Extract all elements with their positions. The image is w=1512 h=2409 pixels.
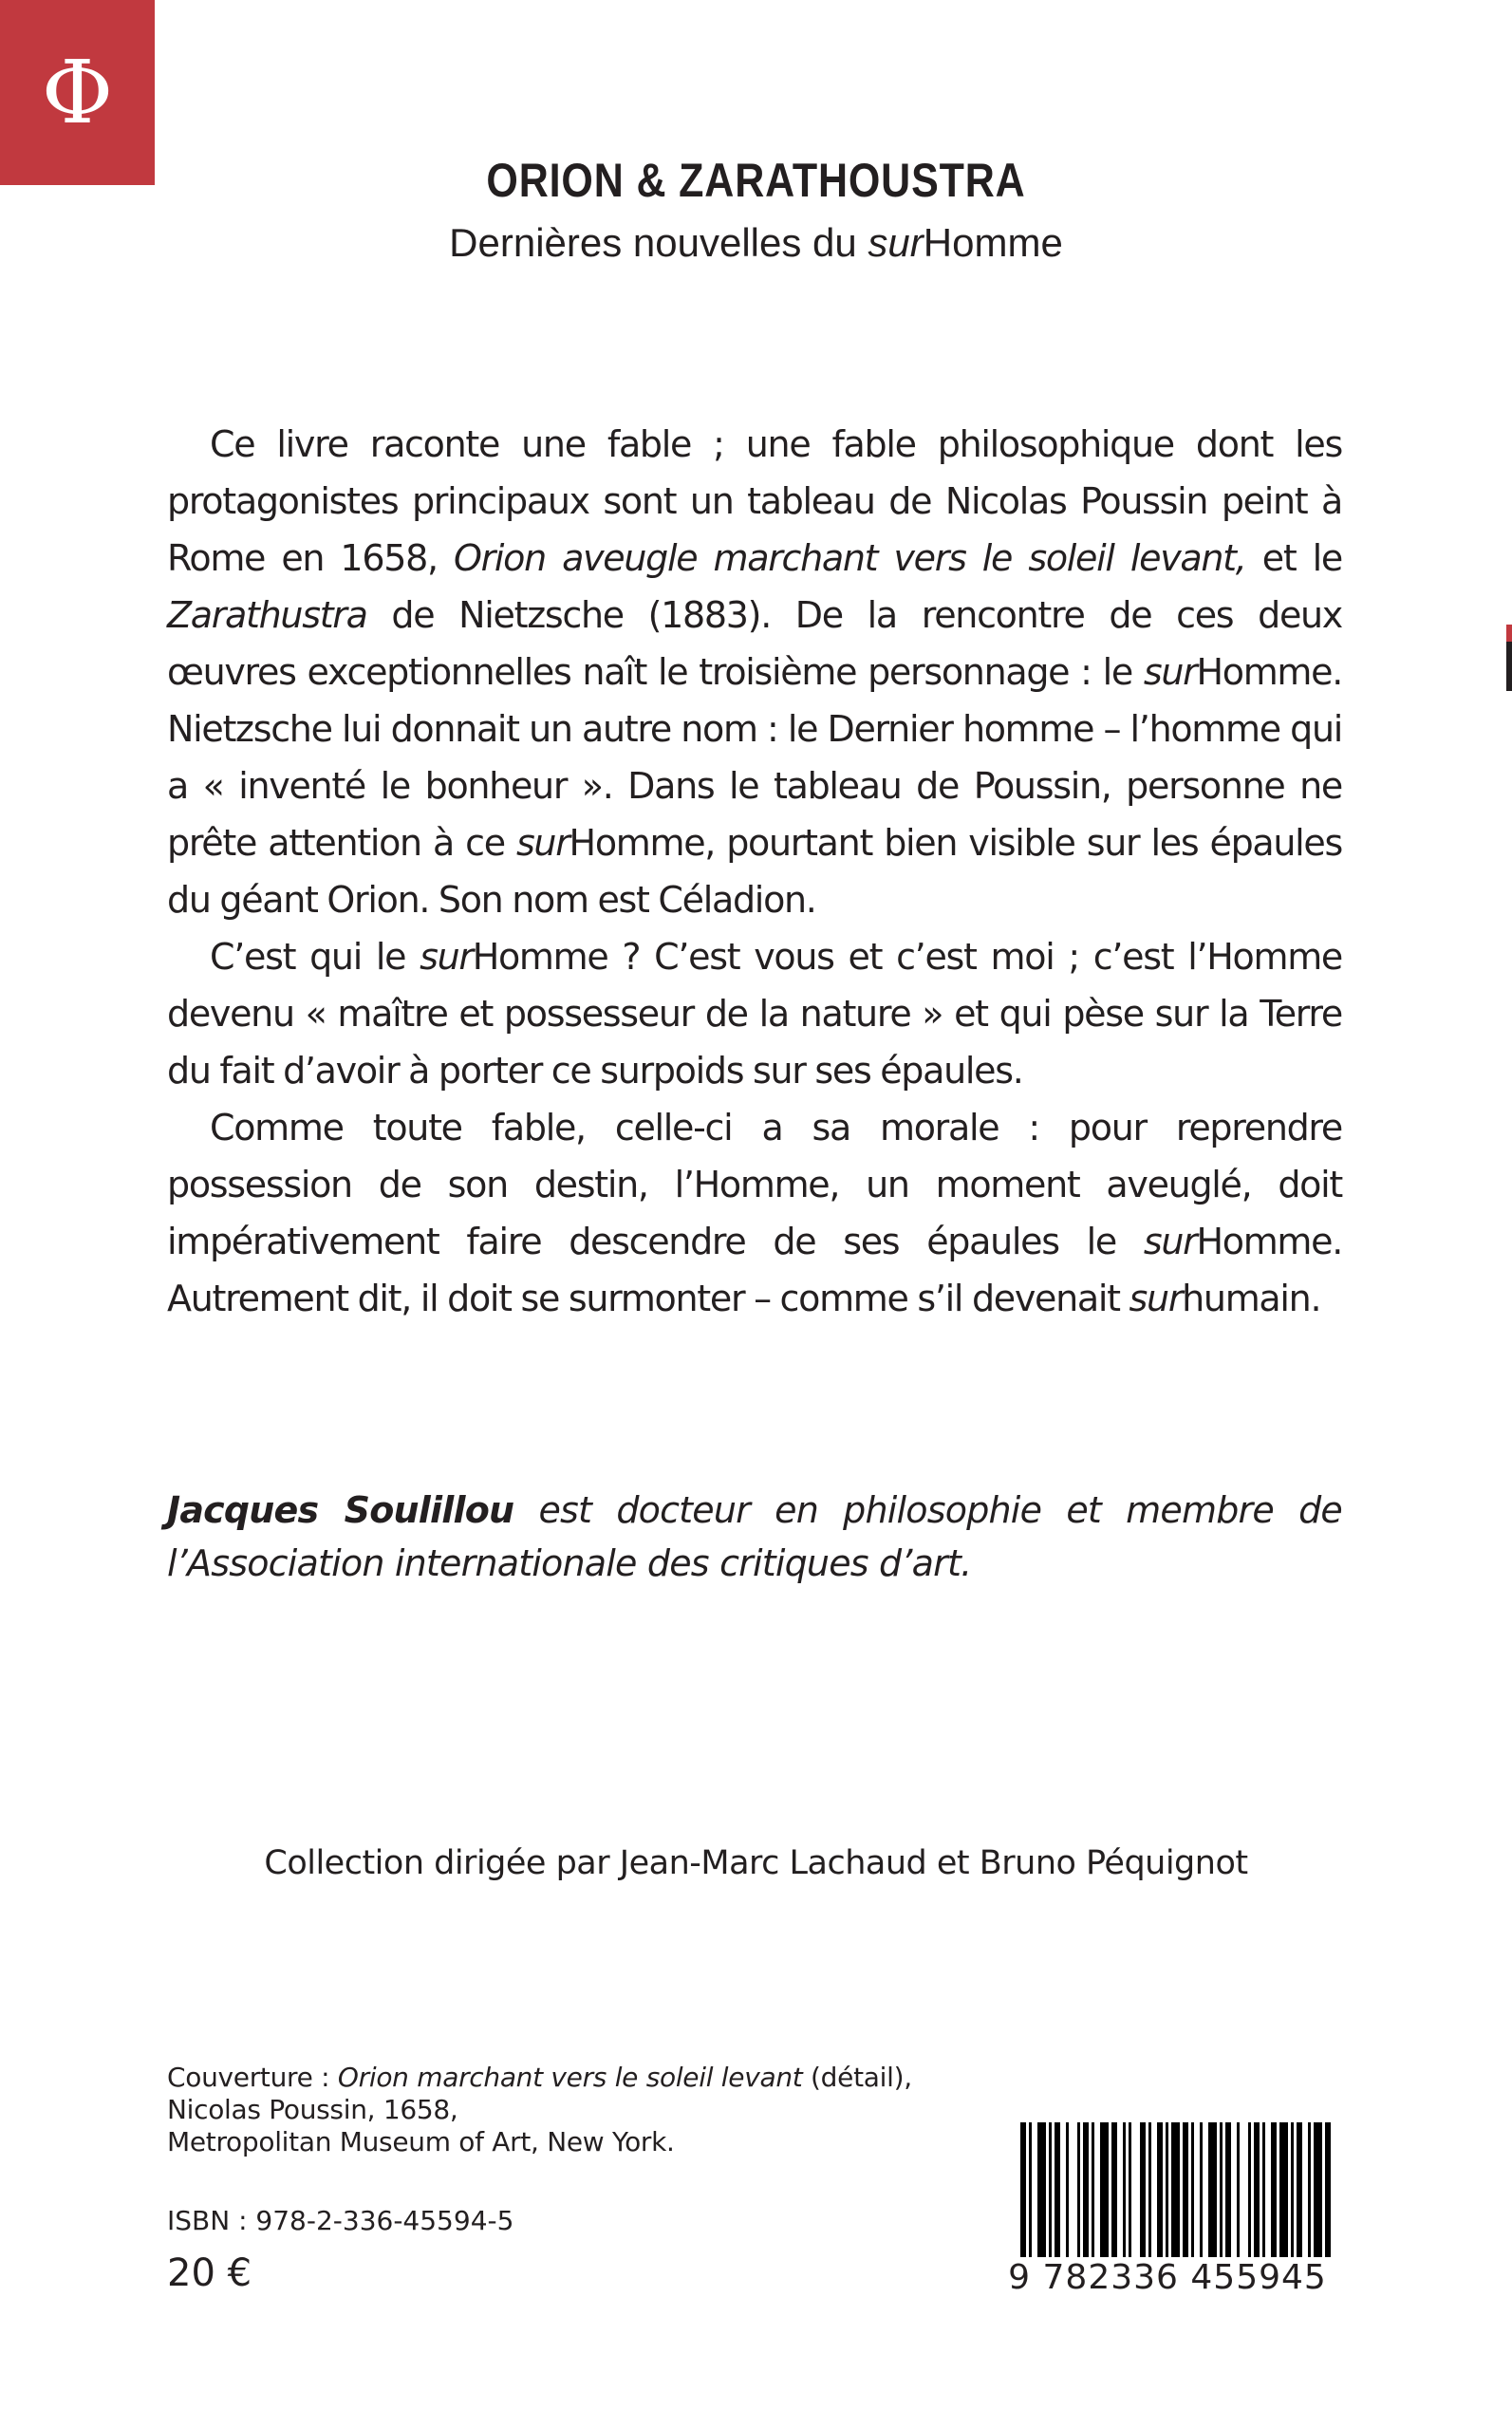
subtitle-end: Homme (923, 220, 1063, 265)
subtitle-italic: sur (868, 220, 924, 265)
back-cover-blurb (167, 416, 1342, 1327)
author-name: Jacques Soulillou (167, 1489, 514, 1531)
author-bio (167, 1484, 1342, 1590)
credits-detail: (détail), (802, 2062, 912, 2093)
subtitle-text: Dernières nouvelles du (449, 220, 868, 265)
credits-line-3: Metropolitan Museum of Art, New York. (167, 2126, 675, 2157)
blurb-paragraph: Comme toute fable, celle-ci a sa morale : pour reprendre possession de son destin, l’Homme, un moment aveuglé, doit impérativement faire descendre de ses épaules le surHomme. Autrement dit, il doit se surmonter – comme s’il devenait surhumain. (167, 1107, 1342, 1319)
blurb-paragraph: C’est qui le surHomme ? C’est vous et c’est moi ; c’est l’Homme devenu « maître et possesseur de la nature » et qui pèse sur la Terre du fait d’avoir à porter ce surpoids sur ses épaules. (167, 936, 1342, 1092)
isbn-text: ISBN : 978-2-336-45594-5 (167, 2205, 514, 2236)
blurb-paragraph: Ce livre raconte une fable ; une fable philosophique dont les protagonistes principaux sont un tableau de Nicolas Poussin peint à Rome en 1658, Orion aveugle marchant vers le soleil levant, et le Zarathustra de Nietzsche (1883). De la rencontre de ces deux œuvres exceptionnelles naît le troisième personnage : le surHomme. Nietzsche lui donnait un autre nom : le Dernier homme – l’homme qui a « inventé le bonheur ». Dans le tableau de Poussin, personne ne prête attention à ce surHomme, pourtant bien visible sur les épaules du géant Orion. Son nom est Céladion. (167, 423, 1343, 921)
book-title: ORION & ZARATHOUSTRA (486, 154, 1026, 207)
credits-line-2: Nicolas Poussin, 1658, (167, 2094, 458, 2125)
cover-credits (167, 2062, 945, 2158)
credits-line-1 (167, 2062, 945, 2094)
book-subtitle (0, 216, 1512, 270)
barcode-number: 9 782336 455945 (997, 2257, 1338, 2299)
spine-edge-mark (1506, 625, 1512, 691)
credits-label: Couverture : (167, 2062, 338, 2093)
phi-logo-icon: Φ (41, 41, 114, 143)
author-description: est docteur en philosophie et membre de l’Association internationale des critiques d’art. (167, 1489, 1342, 1584)
collection-credit: Collection dirigée par Jean-Marc Lachaud et Bruno Péquignot (264, 1844, 1248, 1882)
price-text: 20 € (167, 2251, 252, 2295)
credits-work-title: Orion marchant vers le soleil levant (337, 2062, 803, 2093)
